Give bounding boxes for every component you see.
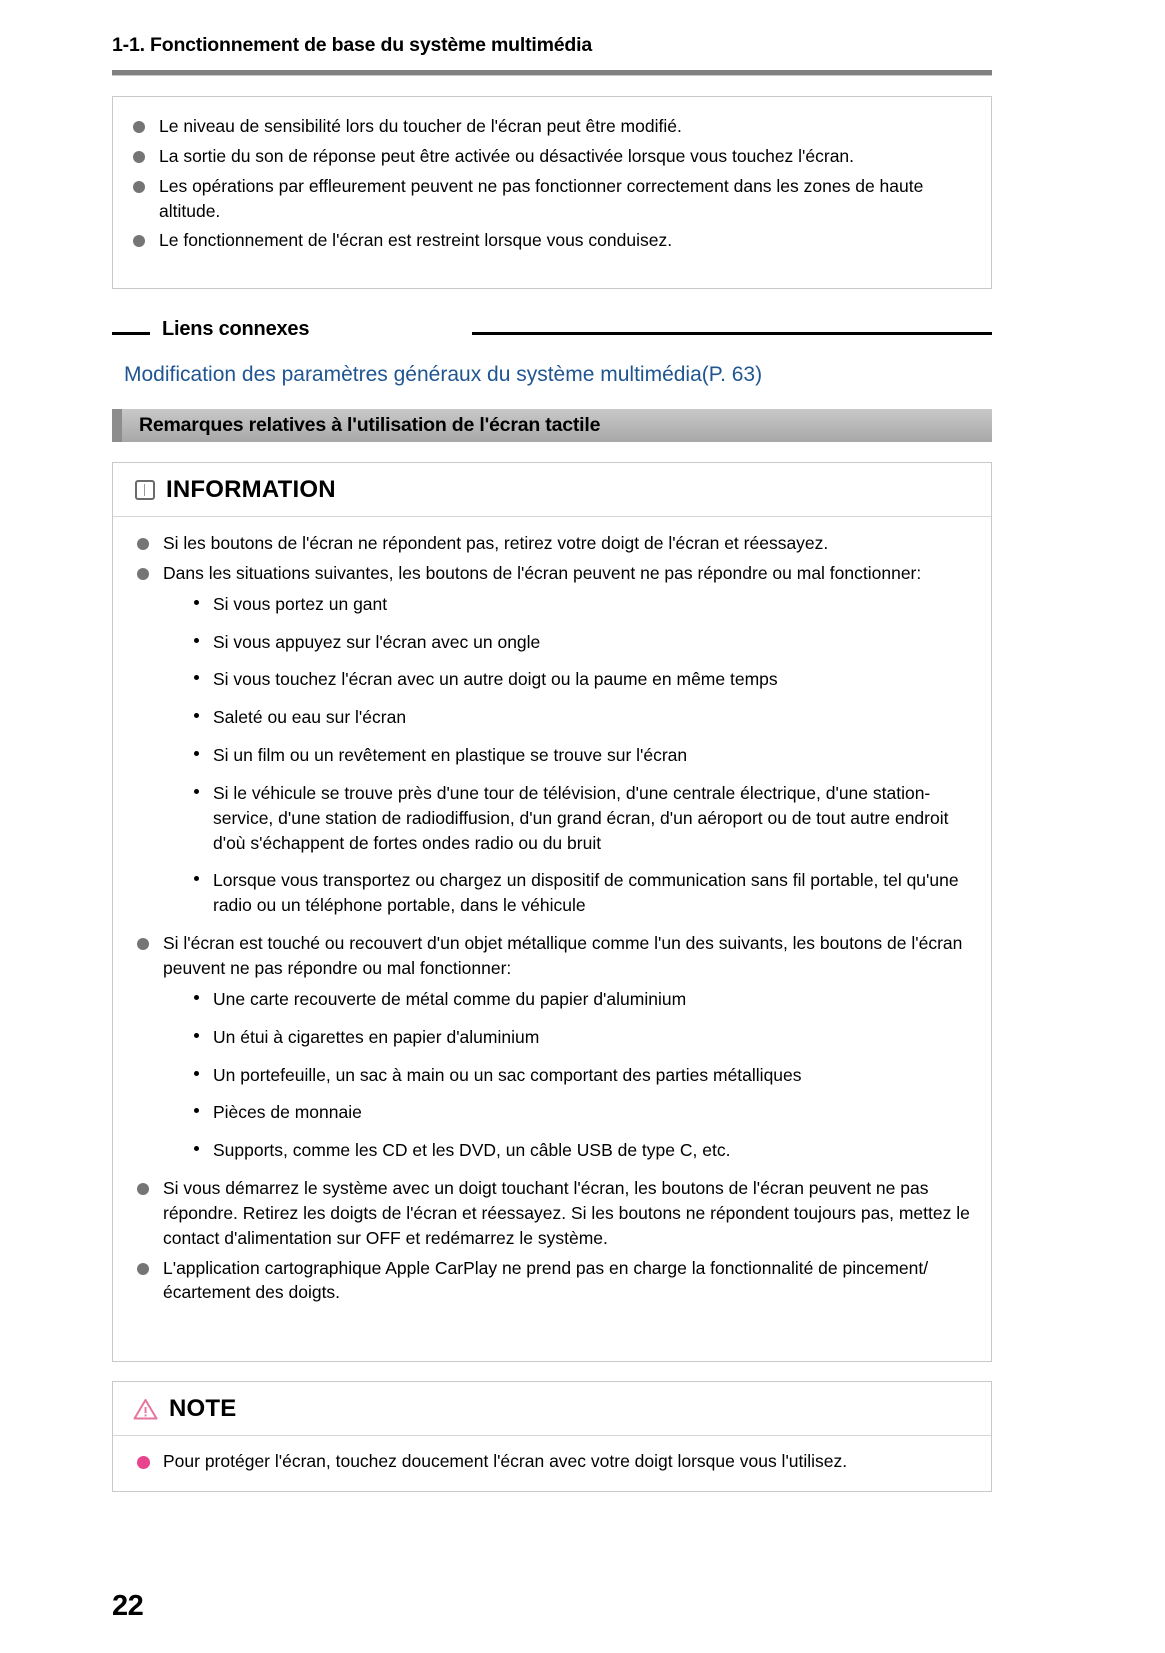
list-item bbox=[133, 1176, 973, 1251]
related-links-label: Liens connexes bbox=[162, 318, 310, 340]
list-item bbox=[133, 1449, 973, 1474]
sub-bullet-dot-icon bbox=[194, 1071, 199, 1076]
list-item bbox=[133, 561, 973, 918]
sub-bullet-dot-icon bbox=[194, 789, 199, 794]
information-sublist-1 bbox=[185, 592, 973, 918]
bullet-dot-icon bbox=[137, 538, 149, 550]
page-number: 22 bbox=[112, 1590, 144, 1622]
information-sublist-2 bbox=[185, 987, 973, 1163]
list-item bbox=[185, 781, 973, 856]
warning-triangle-icon bbox=[133, 1398, 158, 1420]
sub-list-wrapper bbox=[163, 987, 973, 1163]
header-divider bbox=[112, 70, 992, 75]
section-heading-bar bbox=[112, 409, 992, 442]
sub-bullet-dot-icon bbox=[194, 1108, 199, 1113]
information-label: INFORMATION bbox=[166, 476, 336, 503]
bullet-dot-icon bbox=[133, 235, 145, 247]
sub-bullet-dot-icon bbox=[194, 713, 199, 718]
list-item bbox=[129, 174, 973, 224]
list-item bbox=[133, 531, 973, 556]
note-callout bbox=[112, 1381, 992, 1492]
note-list bbox=[133, 1449, 973, 1474]
list-item-text: Le niveau de sensibilité lors du toucher de l'écran peut être modifié. bbox=[159, 116, 682, 136]
list-item-text: Si le véhicule se trouve près d'une tour de télévision, d'une centrale électrique, d'une station-service, d'une station de radiodiffusion, d'un grand écran, d'un aéroport ou de tout autre endroit d'où s'échappent de fortes ondes radio ou du bruit bbox=[213, 782, 949, 853]
list-item-text: Pièces de monnaie bbox=[213, 1102, 362, 1123]
list-item bbox=[185, 743, 973, 768]
information-header bbox=[113, 463, 991, 517]
rule-right bbox=[472, 332, 992, 335]
sub-list-wrapper bbox=[163, 592, 973, 918]
related-links-heading bbox=[112, 318, 992, 346]
list-item bbox=[129, 144, 973, 169]
list-item-text: Si un film ou un revêtement en plastique se trouve sur l'écran bbox=[213, 745, 688, 766]
list-item-text: Un étui à cigarettes en papier d'aluminium bbox=[213, 1026, 540, 1047]
book-icon bbox=[135, 480, 155, 500]
list-item-text: L'application cartographique Apple CarPlay ne prend pas en charge la fonctionnalité de pincement/écartement des doigts. bbox=[163, 1257, 929, 1303]
list-item-text: Si vous démarrez le système avec un doigt touchant l'écran, les boutons de l'écran peuvent ne pas répondre. Retirez les doigts de l'écran et réessayez. Si les boutons ne répondent toujours pas, mettez le contact d'alimentation sur OFF et redémarrez le système. bbox=[163, 1178, 970, 1248]
sub-bullet-dot-icon bbox=[194, 1033, 199, 1038]
list-item-text: Lorsque vous transportez ou chargez un dispositif de communication sans fil portable, tel qu'une radio ou un téléphone portable, dans le véhicule bbox=[213, 870, 959, 916]
sub-bullet-dot-icon bbox=[194, 638, 199, 643]
list-item-text: Si vous portez un gant bbox=[213, 593, 388, 614]
bullet-dot-icon bbox=[137, 1263, 149, 1275]
list-item-text: Les opérations par effleurement peuvent ne pas fonctionner correctement dans les zones de haute altitude. bbox=[159, 175, 924, 221]
section-accent-bar bbox=[112, 409, 122, 442]
intro-notes-list bbox=[129, 114, 973, 253]
list-item bbox=[185, 667, 973, 692]
sub-bullet-dot-icon bbox=[194, 876, 199, 881]
list-item-text: Saleté ou eau sur l'écran bbox=[213, 707, 407, 728]
information-list bbox=[133, 531, 973, 1305]
sub-bullet-dot-icon bbox=[194, 675, 199, 680]
list-item bbox=[185, 987, 973, 1012]
bullet-dot-icon bbox=[137, 568, 149, 580]
bullet-dot-icon bbox=[133, 121, 145, 133]
list-item-text: Dans les situations suivantes, les boutons de l'écran peuvent ne pas répondre ou mal fonctionner: bbox=[163, 562, 922, 583]
information-callout bbox=[112, 462, 992, 1362]
intro-notes-panel bbox=[112, 96, 992, 289]
running-header bbox=[112, 34, 992, 57]
list-item bbox=[185, 1138, 973, 1163]
list-item bbox=[133, 1256, 973, 1306]
list-item-text: Si l'écran est touché ou recouvert d'un objet métallique comme l'un des suivants, les boutons de l'écran peuvent ne pas répondre ou mal fonctionner: bbox=[163, 933, 963, 978]
list-item bbox=[185, 1025, 973, 1050]
bullet-dot-icon bbox=[133, 151, 145, 163]
list-item bbox=[133, 931, 973, 1163]
list-item bbox=[185, 1100, 973, 1125]
section-title: Remarques relatives à l'utilisation de l'écran tactile bbox=[139, 414, 601, 436]
list-item bbox=[129, 114, 973, 139]
list-item bbox=[129, 228, 973, 253]
note-header bbox=[113, 1382, 991, 1436]
list-item-text: Pour protéger l'écran, touchez doucement l'écran avec votre doigt lorsque vous l'utilisez. bbox=[163, 1451, 848, 1471]
bullet-dot-icon bbox=[137, 938, 149, 950]
list-item-text: Un portefeuille, un sac à main ou un sac comportant des parties métalliques bbox=[213, 1064, 802, 1085]
sub-bullet-dot-icon bbox=[194, 751, 199, 756]
bullet-dot-icon bbox=[133, 181, 145, 193]
sub-bullet-dot-icon bbox=[194, 600, 199, 605]
list-item bbox=[185, 705, 973, 730]
list-item-text: Supports, comme les CD et les DVD, un câble USB de type C, etc. bbox=[213, 1140, 731, 1161]
information-body bbox=[113, 517, 991, 1322]
note-body bbox=[113, 1436, 991, 1491]
rule-left bbox=[112, 332, 150, 335]
list-item-text: La sortie du son de réponse peut être activée ou désactivée lorsque vous touchez l'écran. bbox=[159, 145, 855, 166]
list-item-text: Une carte recouverte de métal comme du papier d'aluminium bbox=[213, 988, 687, 1009]
list-item bbox=[185, 592, 973, 617]
list-item-text: Si vous touchez l'écran avec un autre doigt ou la paume en même temps bbox=[213, 669, 778, 690]
list-item bbox=[185, 868, 973, 918]
list-item-text: Si les boutons de l'écran ne répondent pas, retirez votre doigt de l'écran et réessayez. bbox=[163, 533, 829, 553]
note-label: NOTE bbox=[169, 1395, 237, 1422]
note-bullet-dot-icon bbox=[137, 1456, 150, 1469]
page-title: 1-1. Fonctionnement de base du système multimédia bbox=[112, 34, 592, 56]
list-item bbox=[185, 1063, 973, 1088]
bullet-dot-icon bbox=[137, 1183, 149, 1195]
related-link[interactable]: Modification des paramètres généraux du système multimédia(P. 63) bbox=[124, 363, 763, 386]
sub-bullet-dot-icon bbox=[194, 1146, 199, 1151]
sub-bullet-dot-icon bbox=[194, 995, 199, 1000]
list-item-text: Le fonctionnement de l'écran est restreint lorsque vous conduisez. bbox=[159, 230, 673, 251]
list-item bbox=[185, 630, 973, 655]
list-item-text: Si vous appuyez sur l'écran avec un ongle bbox=[213, 631, 541, 652]
